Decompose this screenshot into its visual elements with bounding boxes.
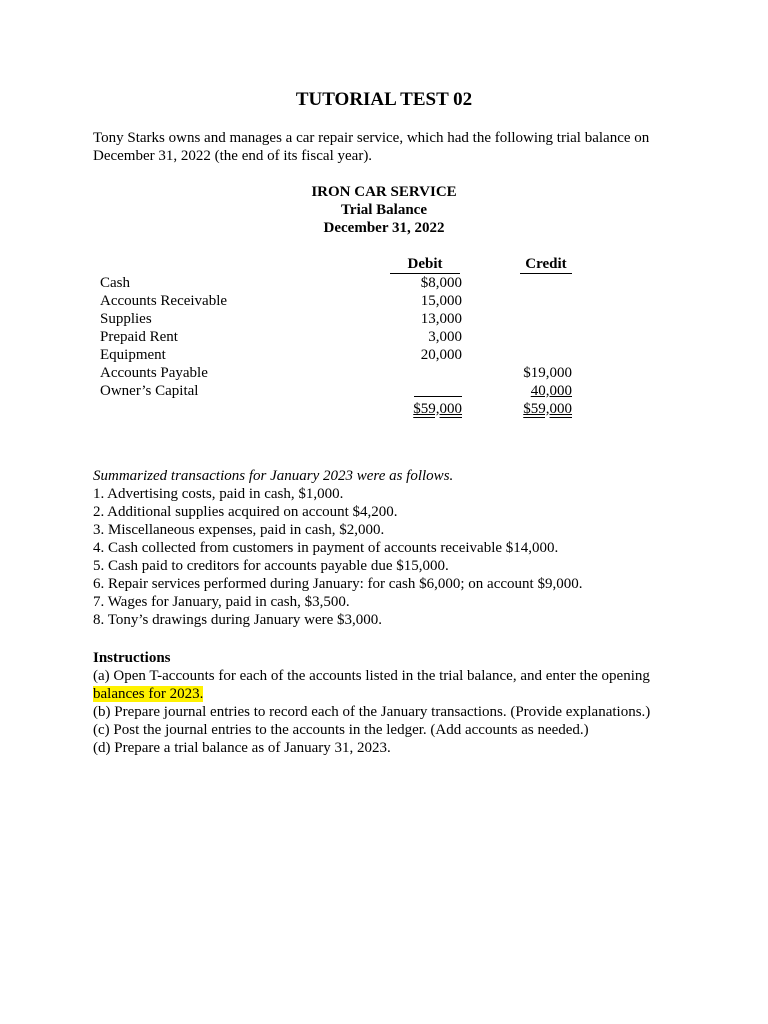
- transactions-heading: Summarized transactions for January 2023 were as follows.: [93, 468, 454, 484]
- list-item: 2. Additional supplies acquired on account $4,200.: [93, 504, 398, 520]
- statement-date: December 31, 2022: [323, 220, 445, 236]
- instructions-section: [93, 649, 673, 757]
- instruction-a-text: (a) Open T-accounts for each of the accounts listed in the trial balance, and enter the opening: [93, 668, 650, 684]
- instruction-a: [93, 667, 673, 703]
- debit-value: 20,000: [420, 347, 462, 363]
- table-row: [100, 364, 580, 382]
- list-item: 8. Tony’s drawings during January were $3,000.: [93, 612, 383, 628]
- table-row: [100, 328, 580, 346]
- account-name: Supplies: [100, 311, 152, 327]
- statement-name: Trial Balance: [341, 202, 427, 218]
- credit-column-header: Credit: [520, 256, 572, 274]
- debit-value: $8,000: [420, 275, 462, 291]
- account-name: Accounts Receivable: [100, 293, 228, 309]
- instruction-b: (b) Prepare journal entries to record each of the January transactions. (Provide explanations.): [93, 704, 651, 720]
- list-item: 3. Miscellaneous expenses, paid in cash, $2,000.: [93, 522, 385, 538]
- company-name: IRON CAR SERVICE: [311, 184, 457, 200]
- underline-rule: [414, 382, 462, 397]
- account-name: Equipment: [100, 347, 166, 363]
- instruction-d: (d) Prepare a trial balance as of January 31, 2023.: [93, 740, 391, 756]
- document-title: TUTORIAL TEST 02: [295, 89, 473, 110]
- list-item: 5. Cash paid to creditors for accounts payable due $15,000.: [93, 558, 449, 574]
- list-item: 7. Wages for January, paid in cash, $3,500.: [93, 594, 350, 610]
- credit-value: 40,000: [530, 383, 572, 399]
- account-name: Owner’s Capital: [100, 383, 199, 399]
- transactions-section: [93, 467, 693, 629]
- table-row: [100, 292, 580, 310]
- account-name: Cash: [100, 275, 130, 291]
- list-item: 6. Repair services performed during January: for cash $6,000; on account $9,000.: [93, 576, 583, 592]
- highlighted-text: balances for 2023.: [93, 686, 204, 702]
- table-row: [100, 274, 580, 292]
- list-item: 1. Advertising costs, paid in cash, $1,000.: [93, 486, 344, 502]
- list-item: 4. Cash collected from customers in payment of accounts receivable $14,000.: [93, 540, 559, 556]
- trial-balance-header: [0, 183, 768, 237]
- intro-paragraph: Tony Starks owns and manages a car repair service, which had the following trial balance on December 31, 2022 (the end of its fiscal year).: [93, 130, 650, 164]
- trial-balance-table: [100, 256, 580, 418]
- totals-row: [100, 400, 580, 418]
- debit-value: 13,000: [420, 311, 462, 327]
- table-row: [100, 382, 580, 400]
- account-name: Prepaid Rent: [100, 329, 178, 345]
- debit-value: 15,000: [420, 293, 462, 309]
- instructions-heading: Instructions: [93, 650, 171, 666]
- total-credit: $59,000: [523, 401, 572, 417]
- debit-column-header: Debit: [390, 256, 460, 274]
- total-debit: $59,000: [413, 401, 462, 417]
- debit-blank-line: [390, 382, 462, 400]
- account-name: Accounts Payable: [100, 365, 208, 381]
- table-row: [100, 310, 580, 328]
- instruction-c: (c) Post the journal entries to the accounts in the ledger. (Add accounts as needed.): [93, 722, 589, 738]
- table-row: [100, 346, 580, 364]
- credit-value: $19,000: [523, 365, 572, 381]
- debit-value: 3,000: [428, 329, 462, 345]
- table-header-row: [100, 256, 580, 274]
